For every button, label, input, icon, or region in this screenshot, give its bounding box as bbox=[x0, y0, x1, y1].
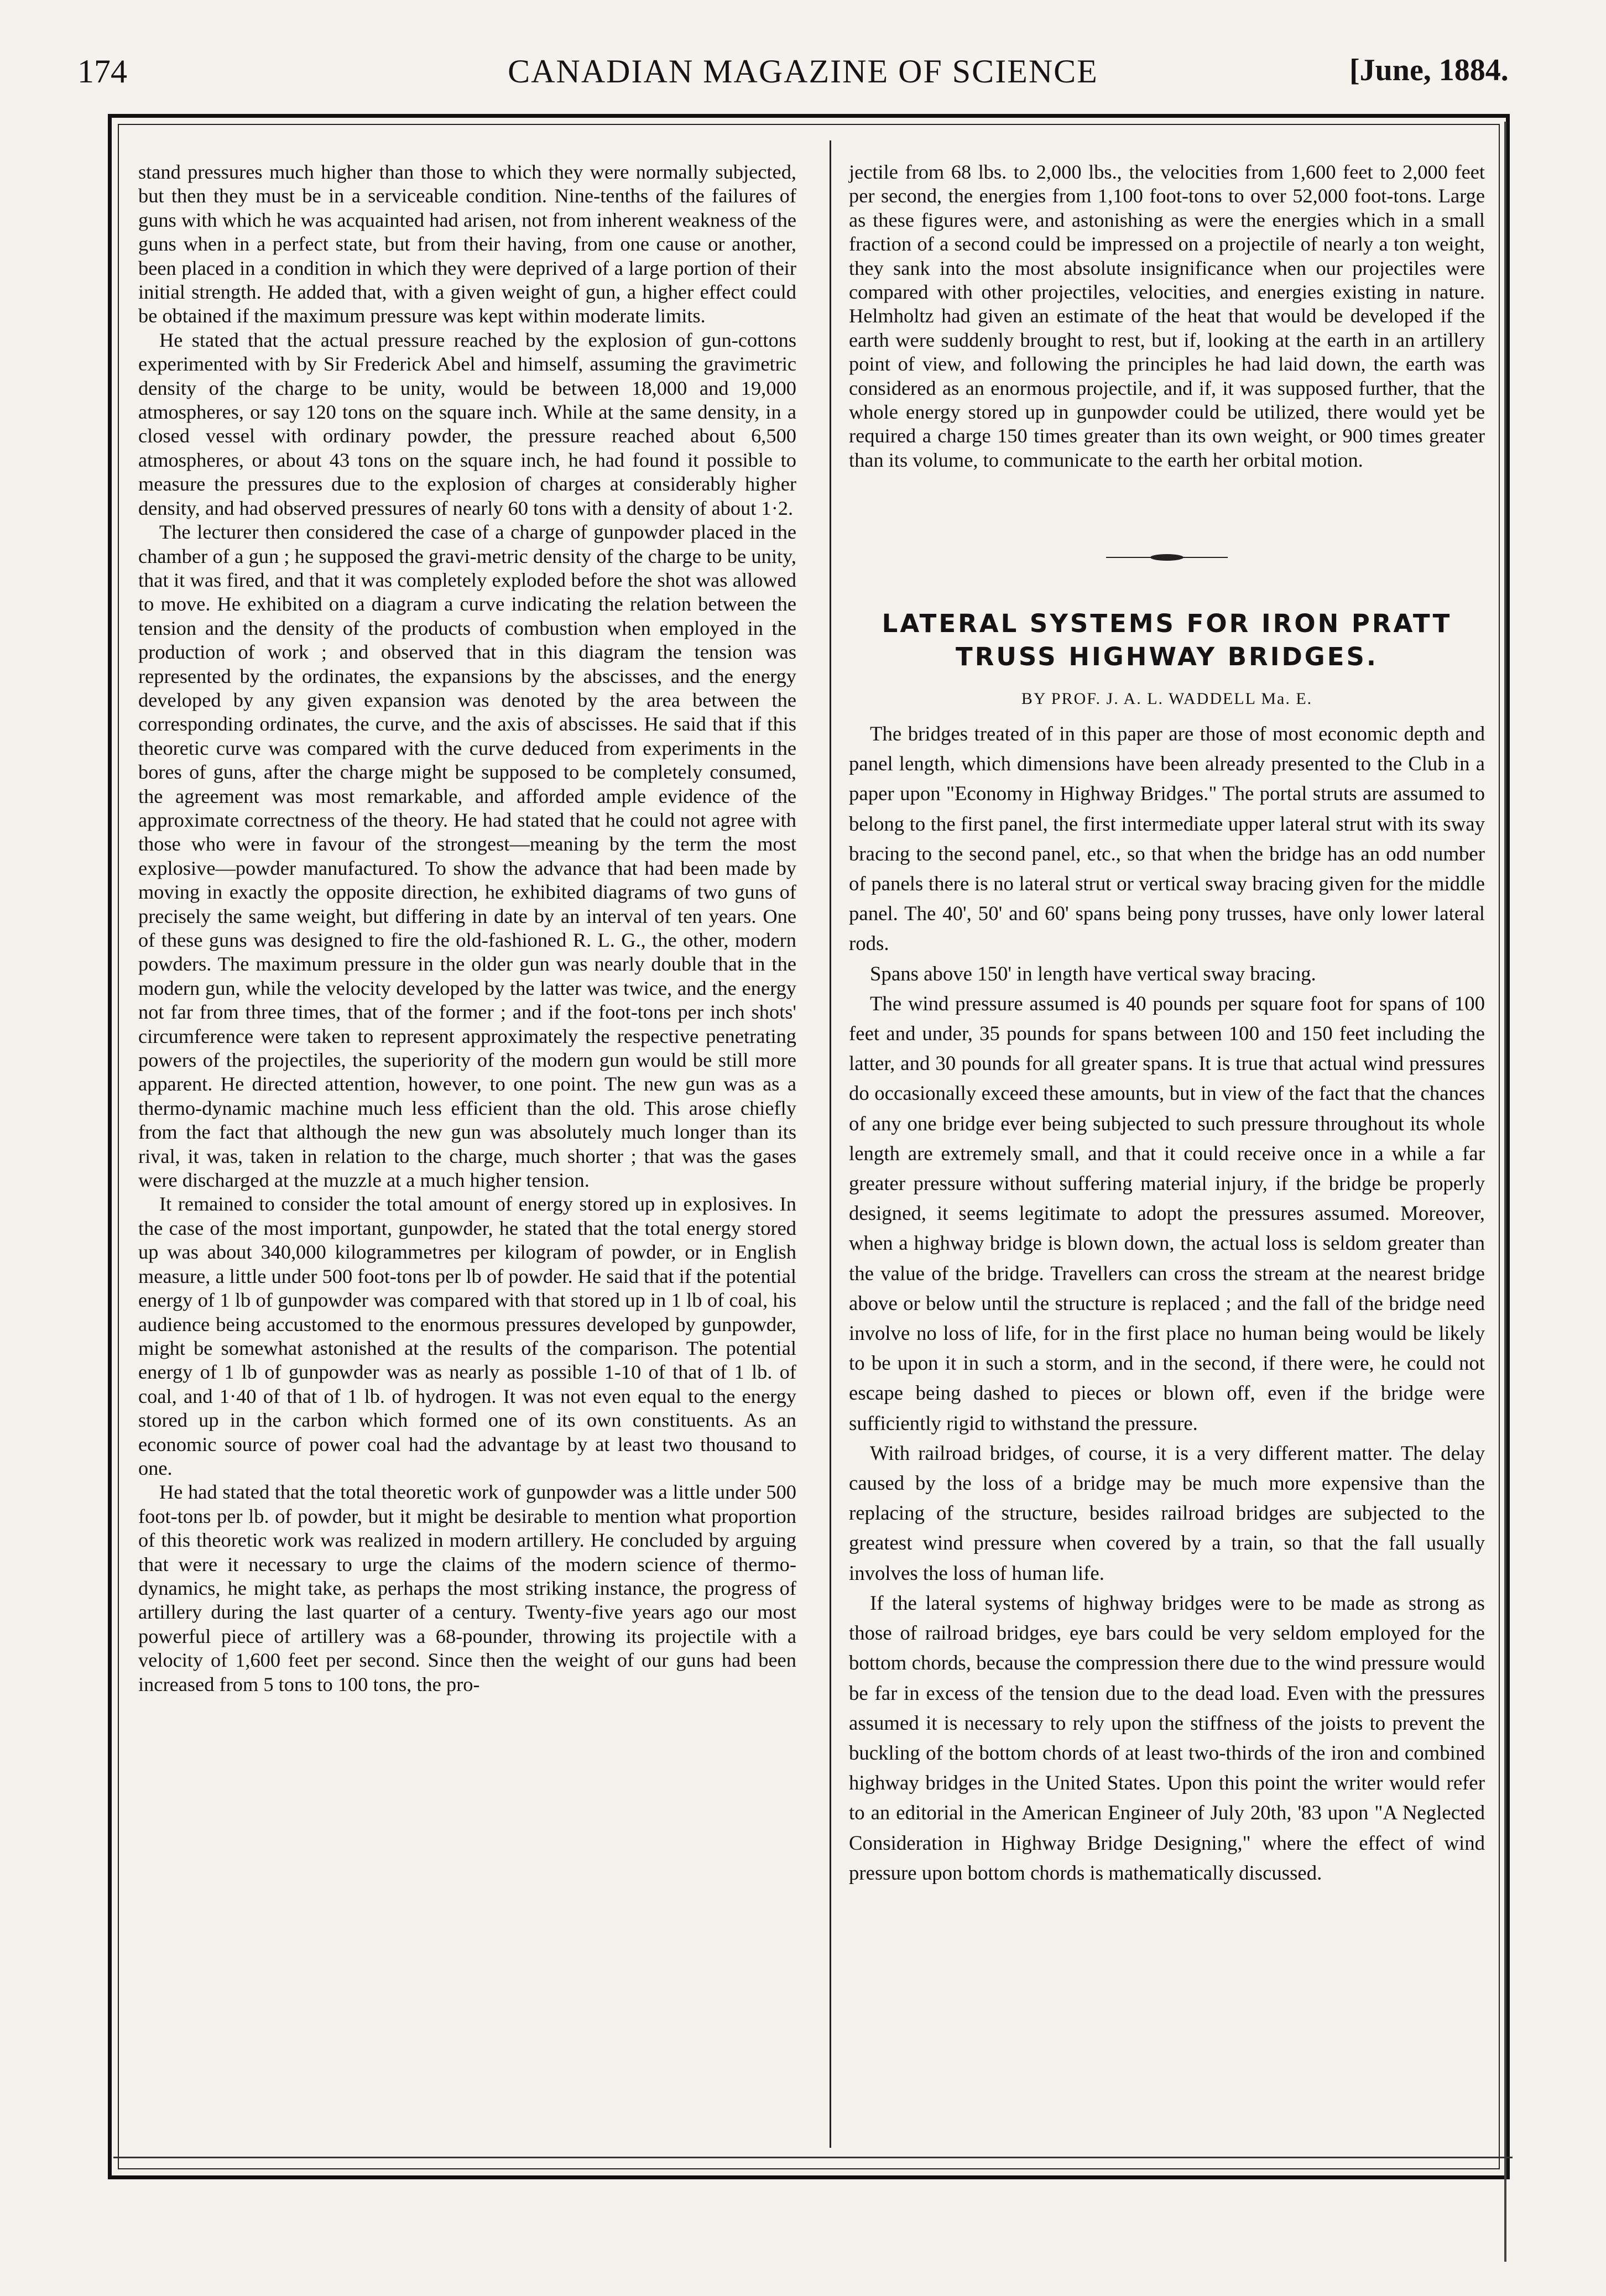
paragraph: He had stated that the total theoretic work of gunpowder was a little under 500 foot-tons per lb. of powder, but it might be desirable to mention what proportion of this theoretic work was realized in modern artillery. He concluded by arguing that were it necessary to urge the claims of the modern science of thermo-dynamics, he might take, as perhaps the most striking instance, the progress of artillery during the last quarter of a century. Twenty-five years ago our most powerful piece of artillery was a 68-pounder, throwing its projectile with a velocity of 1,600 feet per second. Since then the weight of our guns had been increased from 5 tons to 100 tons, the pro- bbox=[138, 1481, 796, 1695]
margin-rule bbox=[1504, 122, 1506, 2262]
paragraph: The wind pressure assumed is 40 pounds per square foot for spans of 100 feet and under, 35 pounds for spans between 100 and 150 feet including the latter, and 30 pounds for all greater spans. It is true that actual wind pressures do occasionally exceed these amounts, but in view of the fact that the chances of any one bridge ever being subjected to such pressure throughout its whole length are extremely small, and that it could receive once in a while a far greater pressure without suffering material injury, if the bridge be properly designed, it seems legitimate to adopt the pressures assumed. Moreover, when a highway bridge is blown down, the actual loss is seldom greater than the value of the bridge. Travellers can cross the stream at the nearest bridge above or below until the structure is replaced ; and the fall of the bridge need involve no loss of life, for in the first place no human being would be likely to be upon it in such a storm, and in the second, if there were, he could not escape being dashed to pieces or blown off, even if the bridge were sufficiently rigid to withstand the pressure. bbox=[849, 992, 1485, 1434]
article-title bbox=[849, 607, 1485, 674]
page-header bbox=[0, 0, 1606, 111]
paragraph: With railroad bridges, of course, it is a very different matter. The delay caused by the loss of a bridge may be much more expensive than the replacing of the structure, besides railroad bridges are subjected to the greatest wind pressure when covered by a train, so that the fall usually involves the loss of human life. bbox=[849, 1441, 1485, 1584]
article-byline: BY PROF. J. A. L. WADDELL Ma. E. bbox=[1021, 690, 1313, 708]
bottom-rule bbox=[113, 2157, 1513, 2158]
column-divider bbox=[830, 140, 831, 2148]
issue-date: [June, 1884. bbox=[1349, 53, 1509, 87]
section-divider-ornament bbox=[1106, 553, 1228, 562]
paragraph: The lecturer then considered the case of a charge of gunpowder placed in the chamber of a gun ; he supposed the gravi-metric density of the charge to be unity, that it was fired, and that it was completely exploded before the shot was allowed to move. He exhibited on a diagram a curve indicating the relation between the tension and the density of the products of combustion when employed in the production of work ; and observed that in this diagram the tension was represented by the ordinates, the expansions by the abscisses, and the energy developed by any given expansion was denoted by the area between the corresponding ordinates, the curve, and the axis of abscisses. He said that if this theoretic curve was compared with the curve deduced from experiments in the bores of guns, after the charge might be supposed to be completely consumed, the agreement was most remarkable, and afforded ample evidence of the approximate correctness of the theory. He had stated that he could not agree with those who were in favour of the strongest—meaning by the term the most explosive—powder manufactured. To show the advance that had been made by moving in exactly the opposite direction, he exhibited diagrams of two guns of precisely the same weight, but differing in date by an interval of ten years. One of these guns was designed to fire the old-fashioned R. L. G., the other, modern powders. The maximum pressure in the older gun was nearly double that in the modern gun, while the velocity developed by the latter was twice, and the energy not far from three times, that of the former ; and if the foot-tons per inch shots' circumference were taken to represent approximately the respective penetrating powers of the projectiles, the superiority of the modern gun would be still more apparent. He directed attention, however, to one point. The new gun was as a thermo-dynamic machine much less efficient than the old. This arose chiefly from the fact that although the new gun was absolutely much longer than its rival, it was, taken in relation to the charge, much shorter ; that was the gases were discharged at the muzzle at a much higher tension. bbox=[138, 521, 796, 1192]
page-number: 174 bbox=[77, 53, 127, 90]
paragraph: It remained to consider the total amount of energy stored up in explosives. In the case of the most important, gunpowder, he stated that the total energy stored up was about 340,000 kilogrammetres per kilogram of powder, or in English measure, a little under 500 foot-tons per lb of powder. He said that if the potential energy of 1 lb of gunpowder was compared with that stored up in 1 lb of coal, his audience being accustomed to the enormous pressures developed by gunpowder, might be somewhat astonished at the results of the comparison. The potential energy of 1 lb of gunpowder was as nearly as possible 1-10 of that of 1 lb. of coal, and 1·40 of that of 1 lb. of hydrogen. It was not even equal to the energy stored up in the carbon which formed one of its own constituents. As an economic source of power coal had the advantage by at least two thousand to one. bbox=[138, 1193, 796, 1479]
paragraph: If the lateral systems of highway bridges were to be made as strong as those of railroad bridges, eye bars could be very seldom employed for the bottom chords, because the compression there due to the wind pressure would be far in excess of the tension due to the dead load. Even with the pressures assumed it is necessary to rely upon the stiffness of the joists to prevent the buckling of the bottom chords of at least two-thirds of the iron and combined highway bridges in the United States. Upon this point the writer would refer to an editorial in the American Engineer of July 20th, '83 upon "A Neglected Consideration in Highway Bridge Designing," where the effect of wind pressure upon bottom chords is mathematically discussed. bbox=[849, 1591, 1485, 1884]
article-body bbox=[849, 719, 1485, 1888]
paragraph: jectile from 68 lbs. to 2,000 lbs., the velocities from 1,600 feet to 2,000 feet per second, the energies from 1,100 foot-tons to over 52,000 foot-tons. Large as these figures were, and astonishing as were the energies which in a small fraction of a second could be impressed on a projectile of nearly a ton weight, they sank into the most absolute insignificance when our projectiles were compared with other projectiles, velocities, and energies existing in nature. Helmholtz had given an estimate of the heat that would be developed if the earth were suddenly brought to rest, but if, looking at the earth in an artillery point of view, and following the principles he had laid down, the earth was considered as an enormous projectile, and if, it was supposed further, that the whole energy stored up in gunpowder could be utilized, there would yet be required a charge 150 times greater than its own weight, or 900 times greater than its volume, to communicate to the earth her orbital motion. bbox=[849, 161, 1485, 471]
article-title-line: TRUSS HIGHWAY BRIDGES. bbox=[956, 642, 1378, 671]
paragraph: Spans above 150' in length have vertical sway bracing. bbox=[870, 962, 1316, 985]
right-column-continuation bbox=[849, 160, 1485, 472]
running-title: CANADIAN MAGAZINE OF SCIENCE bbox=[508, 53, 1098, 90]
paragraph: stand pressures much higher than those to which they were normally subjected, but then they must be in a serviceable condition. Nine-tenths of the failures of guns with which he was acquainted had arisen, not from inherent weakness of the guns when in a perfect state, but from their having, from one cause or another, been placed in a condition in which they were deprived of a large portion of their initial strength. He added that, with a given weight of gun, a higher effect could be obtained if the maximum pressure was kept within moderate limits. bbox=[138, 161, 796, 327]
left-column bbox=[138, 160, 796, 1697]
article-title-line: LATERAL SYSTEMS FOR IRON PRATT bbox=[882, 609, 1452, 638]
paragraph: He stated that the actual pressure reached by the explosion of gun-cottons experimented with by Sir Frederick Abel and himself, assuming the gravimetric density of the charge to be unity, would be between 18,000 and 19,000 atmospheres, or say 120 tons on the square inch. While at the same density, in a closed vessel with ordinary powder, the pressure reached about 6,500 atmospheres, or about 43 tons on the square inch, he had found it possible to measure the pressures due to the explosion of charges at considerably higher density, and had observed pressures of nearly 60 tons with a density of about 1·2. bbox=[138, 328, 796, 519]
paragraph: The bridges treated of in this paper are those of most economic depth and panel length, which dimensions have been already presented to the Club in a paper upon "Economy in Highway Bridges." The portal struts are assumed to belong to the first panel, the first intermediate upper lateral strut with its sway bracing to the second panel, etc., so that when the bridge has an odd number of panels there is no lateral strut or vertical sway bracing given for the middle panel. The 40', 50' and 60' spans being pony trusses, have only lower lateral rods. bbox=[849, 722, 1485, 955]
